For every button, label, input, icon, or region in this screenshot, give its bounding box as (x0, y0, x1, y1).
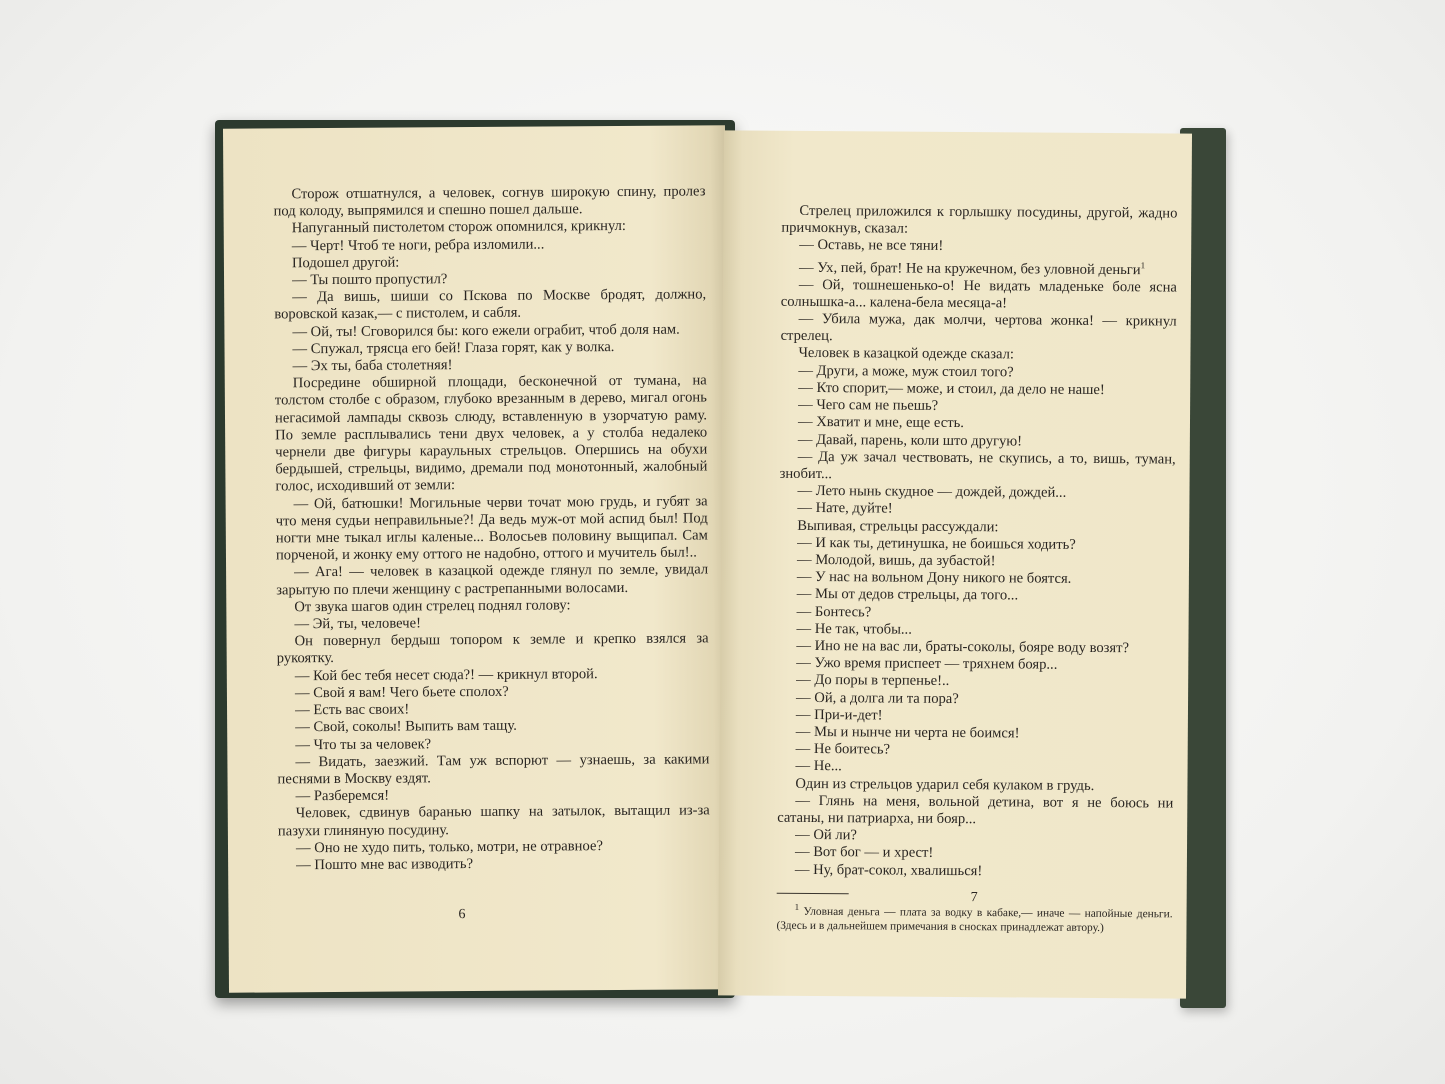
text-line: — Не так, чтобы... (796, 620, 912, 638)
right-page-text (777, 203, 1178, 882)
left-page-text (273, 183, 710, 874)
text-line: — Лето нынь скудное — дождей, дождей... (797, 483, 1067, 501)
text-line: — Эй, ты, человече! (294, 615, 421, 633)
text-line: — Разберемся! (295, 787, 390, 805)
text-line: — Не боитесь? (795, 741, 891, 758)
right-page (718, 130, 1192, 998)
text-line: — Оно не худо пить, только, мотри, не отравное? (295, 837, 603, 856)
text-line: — Оставь, не все тяни! (799, 237, 944, 255)
text-line: Человек в казацкой одежде сказал: (798, 345, 1015, 363)
footnote-number: 1 (794, 901, 800, 912)
text-line: — Ой, а долга ли та пора? (796, 689, 959, 707)
text-line: — И как ты, детинушка, не боишься ходить? (797, 534, 1076, 553)
footnote-text: Уловная деньга — плата за водку в кабаке,— иначе — напойные деньги. (Здесь и в дальнейшем примечания в сносках принадлежат автору.) (776, 905, 1173, 935)
text-line: — Нате, дуйте! (797, 500, 893, 517)
footnote-divider (777, 893, 849, 895)
page-number-right: 7 (970, 890, 978, 906)
text-line: — При-и-дет! (795, 706, 883, 724)
text-line: — Чего сам не пьешь? (798, 396, 939, 414)
text-line: — Молодой, вишь, да зубастой! (796, 551, 996, 570)
text-line: — Пошто мне вас изводить? (296, 855, 474, 874)
text-line: Стрелец приложился к горлышку посудины, другой, жадно причмокнув, сказал: (781, 202, 1178, 237)
text-line: — Ну, брат-сокол, хвалишься! (794, 861, 983, 879)
footnote-mark: 1 (1140, 259, 1146, 270)
text-line: Напуганный пистолетом сторож опомнился, крикнул: (291, 218, 627, 237)
left-page (223, 125, 731, 992)
text-line: Посредине обширной площади, бесконечной от тумана, на толстом столбе с образом, глубоко врезанным в дерево, мигал огонь негасимой лампады сквозь слюду, вставленную в узорчатую раму. По земле расплывались тени двух человек, а у столба недалеко чернели две фигуры караульных стрельцов. Опершись на обухи бердышей, стрельцы, видимо, дремали под монотонный, жалобный голос, исходивший от земли: (274, 372, 708, 495)
text-line: — Ой, ты! Сговорился бы: кого ежели ограбит, чтоб доля нам. (292, 321, 680, 340)
text-line: — Бонтесь? (796, 603, 872, 620)
text-line: — Эх ты, баба столетняя! (292, 357, 453, 375)
text-line: Выпивая, стрельцы рассуждали: (797, 517, 999, 535)
text-line: Человек, сдвинув баранью шапку на затылок, вытащил из-за пазухи глиняную посудину. (277, 802, 710, 839)
text-line: — Кой бес тебя несет сюда?! — крикнул второй. (294, 665, 598, 684)
text-line: — Есть вас своих! (294, 701, 410, 719)
text-line: — Мы от дедов стрельцы, да того... (796, 586, 1019, 604)
text-line: — Ты пошто пропустил? (291, 271, 448, 289)
text-line: — Да уж зачал чествовать, не скупись, а то, вишь, туман, знобит... (779, 448, 1176, 483)
text-line: Один из стрельцов ударил себя кулаком в грудь. (795, 775, 1095, 794)
text-line: — Ой ли? (795, 827, 857, 844)
text-line: — Ино не на вас ли, браты-соколы, бояре воду возят? (796, 637, 1130, 657)
text-line-body: — Ух, пей, брат! Не на кружечном, без уловной деньги (799, 259, 1141, 278)
text-line: Он повернул бердыш топором к земле и крепко взялся за рукоятку. (276, 630, 709, 667)
text-line: Подошел другой: (291, 254, 400, 272)
page-number-left: 6 (458, 907, 466, 923)
text-line: — Ужо время приспеет — тряхнем бояр... (796, 655, 1058, 673)
text-line: — Мы и нынче ни черта не боимся! (795, 723, 1020, 742)
text-line: — Убила мужа, дак молчи, чертова жонка! — крикнул стрелец. (780, 310, 1177, 345)
text-line: — У нас на вольном Дону никого не боятся. (796, 569, 1072, 587)
text-line: — Спужал, трясца его бей! Глаза горят, как у волка. (292, 338, 615, 358)
text-line: — До поры в терпенье!.. (796, 672, 950, 690)
text-line: — Ага! — человек в казацкой одежде глянул по земле, увидал зарытую по плечи женщину с растрепанными волосами. (276, 561, 709, 599)
text-line: — Давай, парень, коли што другую! (797, 431, 1023, 449)
text-line: — Глянь на меня, вольной детина, вот я не боюсь ни сатаны, ни патриарха, ни бояр... (777, 792, 1174, 828)
text-line (781, 254, 1177, 279)
text-line: — Видать, заезжий. Там уж вспорют — узнаешь, за какими песнями в Москву ездят. (277, 751, 710, 788)
text-line: — Что ты за человек? (295, 735, 432, 753)
text-line: От звука шагов один стрелец поднял голову: (294, 597, 571, 616)
text-line: — Вот бог — и хрест! (794, 844, 934, 862)
text-line: — Кто спорит,— може, и стоил, да дело не наше! (798, 379, 1105, 398)
text-line: — Да вишь, шиши со Пскова по Москве бродят, должно, воровской казак,— с пистолем, и сабля. (274, 286, 707, 323)
text-line: Сторож отшатнулся, а человек, согнув широкую спину, пролез под колоду, выпрямился и спешно пошел дальше. (273, 183, 706, 220)
text-line: — Черт! Чтоб те ноги, ребра изломили... (291, 236, 545, 254)
text-line: — Ой, тошнешенько-о! Не видать младеньке боле ясна солнышка-а... калена-бела месяца-а! (780, 276, 1177, 312)
text-line: — Не... (795, 758, 842, 775)
text-line: — Свой я вам! Чего бьете сполох? (294, 683, 509, 702)
text-line: — Свой, соколы! Выпить вам тащу. (295, 718, 517, 736)
text-line: — Други, а може, муж стоил того? (798, 362, 1014, 381)
text-line: — Хватит и мне, еще есть. (797, 414, 964, 432)
text-line: — Ой, батюшки! Могильные черви точат мою грудь, и губят за что меня судьи неправильные?! Да ведь муж-от мой аспид был! Под ногти мне тыкал иглы каленые... Волосьев половину выщипал. Сам порченой, и жонку ему оттого не надобно, оттого и мучитель был!.. (275, 493, 708, 564)
